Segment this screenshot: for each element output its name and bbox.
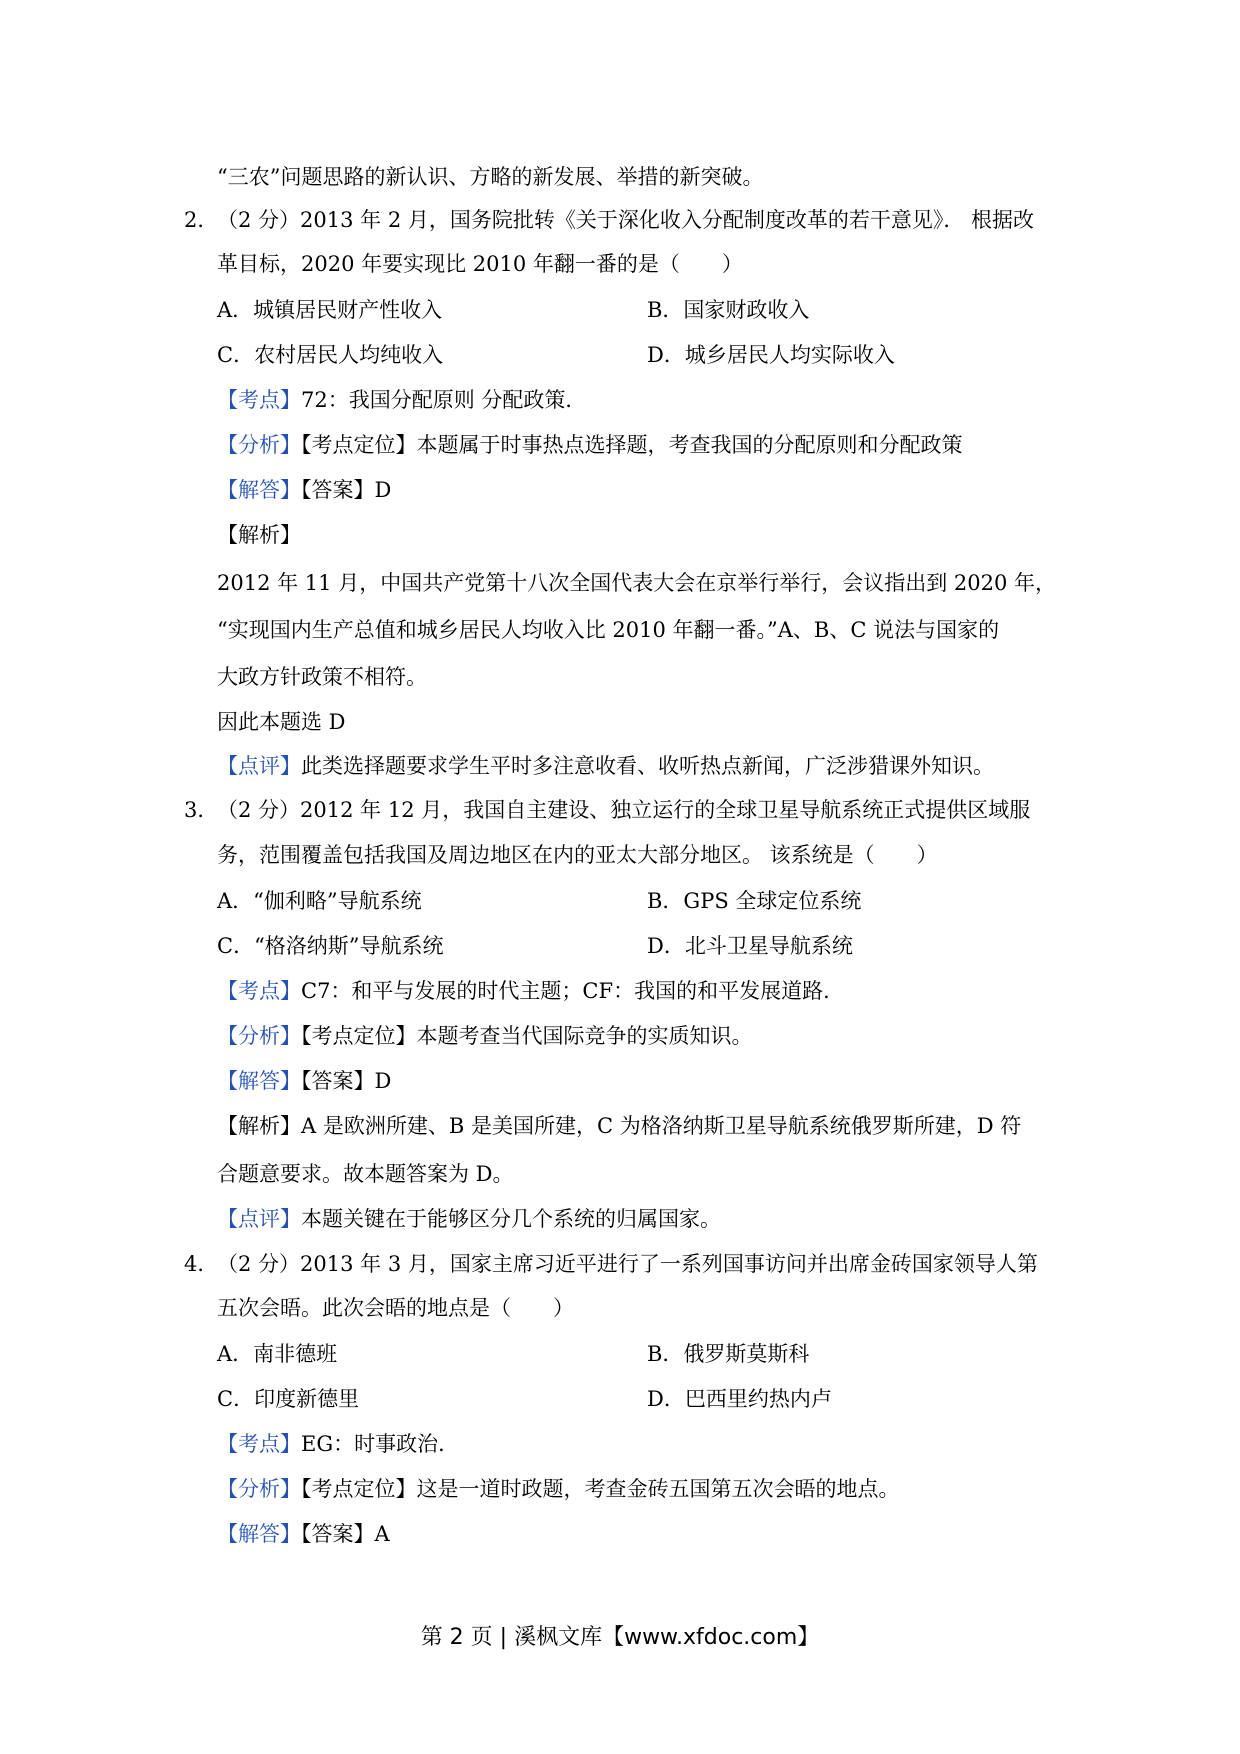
q2-dianping — [217, 752, 994, 780]
q4-number: 4． — [184, 1252, 219, 1276]
page-footer: 第 2 页 | 溪枫文库【www.xfdoc.com】 — [420, 1625, 820, 1650]
q3-option-a: A．“伽利略”导航系统 — [217, 889, 422, 913]
q3-jiexi-line2: 合题意要求。故本题答案为 D。 — [217, 1162, 514, 1186]
q2-option-b: B．国家财政收入 — [647, 298, 810, 322]
q4-option-c: C．印度新德里 — [217, 1387, 360, 1411]
q3-stem-line1: （2 分）2012 年 12 月，我国自主建设、独立运行的全球卫星导航系统正式提供区域服 — [217, 798, 1031, 822]
q4-option-d: D．巴西里约热内卢 — [647, 1387, 832, 1411]
q4-kaodian-text: EG：时事政治． — [301, 1432, 460, 1456]
q2-option-c: C．农村居民人均纯收入 — [217, 343, 444, 367]
q2-option-a: A．城镇居民财产性收入 — [217, 298, 443, 322]
fenxi-tag: 【分析】 — [217, 433, 301, 457]
kaodian-tag: 【考点】 — [217, 1432, 301, 1456]
q2-option-d: D．城乡居民人均实际收入 — [647, 343, 895, 367]
q3-dianping — [217, 1205, 721, 1233]
dianping-tag: 【点评】 — [217, 1207, 301, 1231]
jieda-tag: 【解答】 — [217, 1522, 301, 1546]
q3-fenxi-text: 【考点定位】本题考查当代国际竞争的实质知识。 — [301, 1024, 753, 1048]
kaodian-tag: 【考点】 — [217, 979, 301, 1003]
q3-jieda — [217, 1067, 391, 1095]
fenxi-tag: 【分析】 — [217, 1477, 301, 1501]
q4-stem-line2: 五次会晤。此次会晤的地点是（ ） — [217, 1296, 574, 1320]
q3-jieda-text: 【答案】D — [301, 1069, 392, 1093]
q4-kaodian — [217, 1430, 459, 1458]
q3-stem-line2: 务，范围覆盖包括我国及周边地区在内的亚太大部分地区。 该系统是（ ） — [217, 843, 938, 867]
q2-kaodian-text: 72：我国分配原则 分配政策． — [301, 388, 587, 412]
q3-option-d: D．北斗卫星导航系统 — [647, 934, 853, 958]
kaodian-tag: 【考点】 — [217, 388, 301, 412]
q2-kaodian — [217, 386, 586, 414]
q2-fenxi — [217, 431, 963, 459]
q4-stem-line1: （2 分）2013 年 3 月，国家主席习近平进行了一系列国事访问并出席金砖国家领导人第 — [217, 1252, 1038, 1276]
fenxi-tag: 【分析】 — [217, 1024, 301, 1048]
q4-option-b: B．俄罗斯莫斯科 — [647, 1342, 810, 1366]
q2-dianping-text: 此类选择题要求学生平时多注意收看、收听热点新闻，广泛涉猎课外知识。 — [301, 754, 994, 778]
q3-fenxi — [217, 1022, 753, 1050]
q2-jiexi-line2: “实现国内生产总值和城乡居民人均收入比 2010 年翻一番。”A、B、C 说法与国家的 — [217, 618, 1000, 642]
q4-option-a: A．南非德班 — [217, 1342, 338, 1366]
q2-stem-line1: （2 分）2013 年 2 月，国务院批转《关于深化收入分配制度改革的若干意见》． 根据改 — [217, 208, 1035, 232]
q3-kaodian-text: C7：和平与发展的时代主题；CF：我国的和平发展道路． — [301, 979, 845, 1003]
jieda-tag: 【解答】 — [217, 1069, 301, 1093]
q4-jieda-text: 【答案】A — [301, 1522, 390, 1546]
q2-jieda-text: 【答案】D — [301, 478, 392, 502]
q2-jiexi-head: 【解析】 — [217, 523, 301, 547]
jieda-tag: 【解答】 — [217, 478, 301, 502]
q3-jiexi-line1: 【解析】A 是欧洲所建、B 是美国所建，C 为格洛纳斯卫星导航系统俄罗斯所建，D 符 — [217, 1114, 1022, 1138]
q2-jieda — [217, 476, 391, 504]
q3-kaodian — [217, 977, 844, 1005]
dianping-tag: 【点评】 — [217, 754, 301, 778]
q2-number: 2． — [184, 208, 219, 232]
q3-dianping-text: 本题关键在于能够区分几个系统的归属国家。 — [301, 1207, 721, 1231]
intro-tail: “三农”问题思路的新认识、方略的新发展、举措的新突破。 — [217, 165, 764, 189]
q3-number: 3． — [184, 798, 219, 822]
q4-jieda — [217, 1520, 390, 1548]
q4-fenxi — [217, 1475, 900, 1503]
q3-option-c: C．“格洛纳斯”导航系统 — [217, 934, 444, 958]
q2-jiexi-line1: 2012 年 11 月，中国共产党第十八次全国代表大会在京举行举行，会议指出到 2020 年， — [217, 571, 1056, 595]
q2-jiexi-line3: 大政方针政策不相符。 — [217, 665, 427, 689]
q2-jiexi-line4: 因此本题选 D — [217, 710, 346, 734]
q3-option-b: B．GPS 全球定位系统 — [647, 889, 862, 913]
q2-stem-line2: 革目标，2020 年要实现比 2010 年翻一番的是（ ） — [217, 252, 743, 276]
q4-fenxi-text: 【考点定位】这是一道时政题，考查金砖五国第五次会晤的地点。 — [301, 1477, 900, 1501]
q2-fenxi-text: 【考点定位】本题属于时事热点选择题，考查我国的分配原则和分配政策 — [301, 433, 963, 457]
